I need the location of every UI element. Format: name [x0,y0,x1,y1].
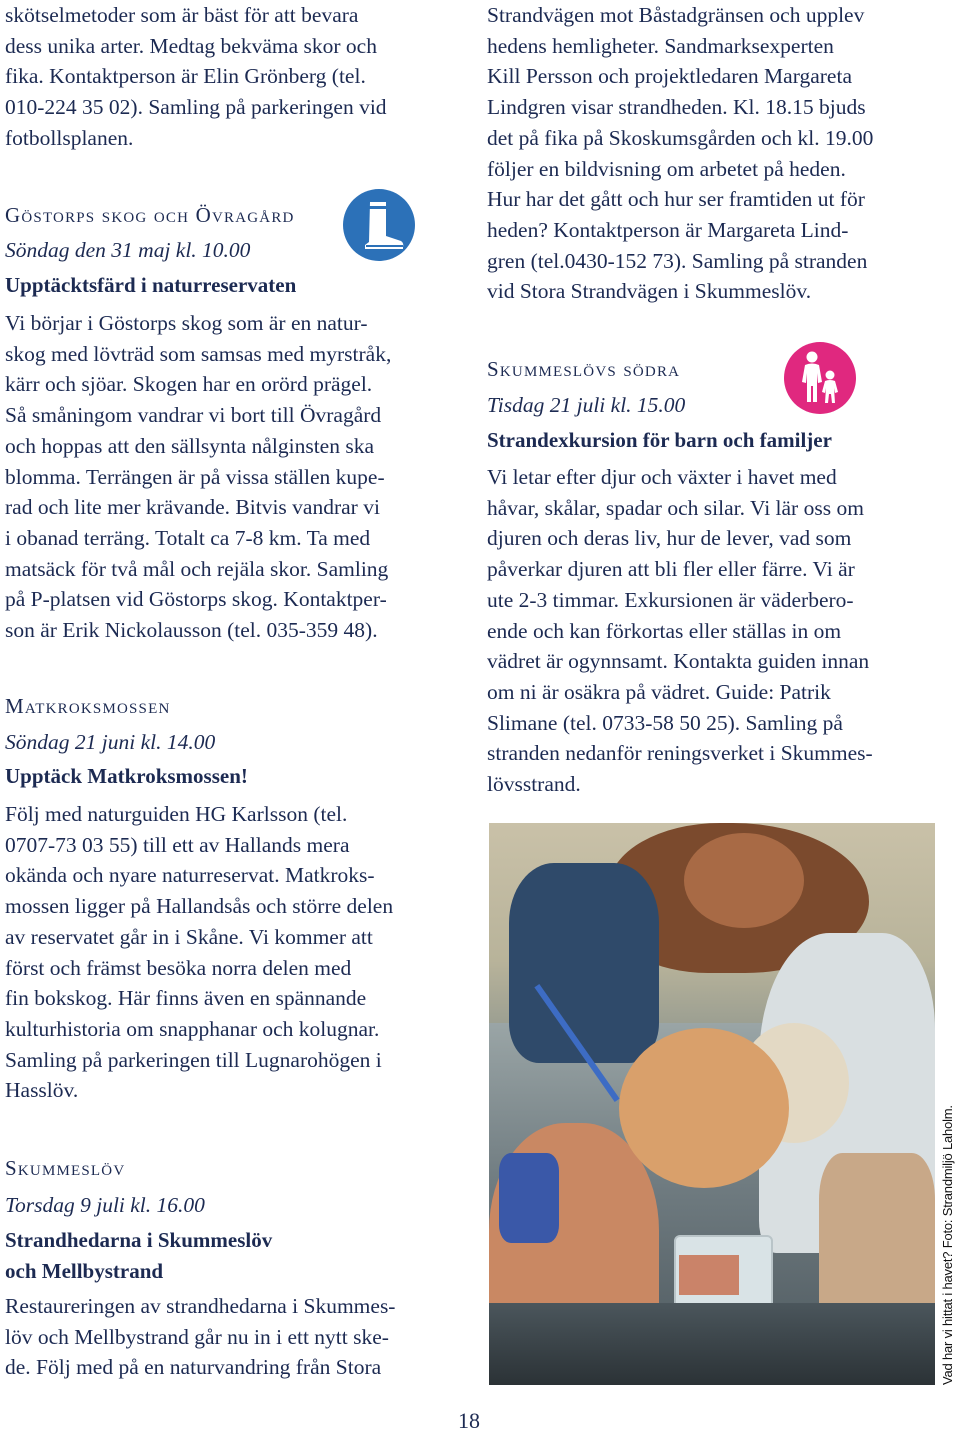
beach-photo [489,823,935,1385]
text-line: Slimane (tel. 0733-58 50 25). Samling på [487,710,843,735]
text-line: hedens hemligheter. Sandmarksexperten [487,33,834,58]
text-line: matsäck för två mål och rejäla skor. Samling [5,556,389,581]
text-line: Vi börjar i Göstorps skog som är en natur- [5,311,368,335]
text-line: på P-platsen vid Göstorps skog. Kontaktper- [5,587,387,612]
text-line: vädret är ogynnsamt. Kontakta guiden innan [487,649,870,674]
text-line: vid Stora Strandvägen i Skummeslöv. [487,279,812,304]
event-date: Söndag den 31 maj kl. 10.00 [5,238,251,262]
text-line: och hoppas att den sällsynta nålginsten ska [5,433,375,458]
event-description [5,799,393,1106]
text-line: Lindgren visar strandheden. Kl. 18.15 bjuds [487,95,866,120]
event-title: Upptäck Matkroksmossen! [5,764,248,788]
text-line: Strandvägen mot Båstadgränsen och upplev [487,3,865,27]
text-line: fotbollsplanen. [5,125,134,150]
text-line: Restaureringen av strandhedarna i Skummes- [5,1294,396,1318]
text-line: Vi letar efter djur och växter i havet med [487,465,837,489]
rubber-boot-icon [343,189,415,261]
text-line: gren (tel.0430-152 73). Samling på stranden [487,248,868,273]
section-heading-matkroksmossen: Matkroksmossen [5,694,171,718]
event-title [5,1225,272,1286]
text-line: Kill Persson och projektledaren Margareta [487,64,852,89]
text-line: ende och kan förkortas eller ställas in om [487,618,842,643]
text-line: kärr och sjöar. Skogen har en orörd prägel. [5,372,373,397]
text-line: fin bokskog. Här finns även en spännande [5,986,367,1011]
text-line: kulturhistoria om snapphanar och kolugnar. [5,1016,380,1041]
text-line: håvar, skålar, spadar och silar. Vi lär oss om [487,495,864,520]
text-line: löv och Mellbystrand går nu in i ett nytt ske- [5,1324,389,1349]
intro-paragraph [5,0,387,154]
text-line: djuren och deras liv, hur de lever, vad som [487,526,852,551]
text-line: son är Erik Nickolausson (tel. 035-359 48). [5,618,378,643]
text-line: Hasslöv. [5,1078,79,1103]
text-line: rad och lite mer krävande. Bitvis vandrar vi [5,495,380,520]
text-line: blomma. Terrängen är på vissa ställen kupe- [5,464,385,489]
text-line: Hur har det gått och hur ser framtiden ut för [487,187,865,212]
text-line: dess unika arter. Medtag bekväma skor och [5,33,377,58]
event-title-line: Strandhedarna i Skummeslöv [5,1228,273,1252]
text-line: följer en bildvisning om arbetet på heden. [487,156,846,181]
text-line: om ni är osäkra på vädret. Guide: Patrik [487,679,831,704]
text-line: ute 2-3 timmar. Exkursionen är väderbero- [487,587,854,612]
event-description [5,308,391,646]
text-line: lövsstrand. [487,772,581,797]
photo-caption: Vad har vi hittat i havet? Foto: Strandmiljö Laholm. [940,1105,955,1385]
text-line: stranden nedanför reningsverket i Skummes- [487,741,873,766]
text-line: de. Följ med på en naturvandring från Stora [5,1355,382,1380]
text-line: Följ med naturguiden HG Karlsson (tel. [5,802,348,826]
text-line: okända och nyare naturreservat. Matkroks- [5,863,375,888]
event-description [5,1291,395,1383]
text-line: heden? Kontaktperson är Margareta Lind- [487,217,849,242]
text-line: 0707-73 03 55) till ett av Hallands mera [5,832,350,857]
continued-paragraph [487,0,873,307]
page-number: 18 [458,1408,480,1433]
text-line: Samling på parkeringen till Lugnarohögen i [5,1047,382,1072]
event-date: Tisdag 21 juli kl. 15.00 [487,393,686,417]
event-date: Söndag 21 juni kl. 14.00 [5,730,216,754]
event-description [487,462,873,800]
event-title: Strandexkursion för barn och familjer [487,428,832,452]
text-line: påverkar djuren att bli fler eller färre. Vi är [487,557,855,582]
event-title-line: och Mellbystrand [5,1258,164,1283]
text-line: skog med lövträd som samsas med myrstråk, [5,341,392,366]
text-line: fika. Kontaktperson är Elin Grönberg (tel. [5,64,366,89]
text-line: Så småningom vandrar vi bort till Övragård [5,403,382,428]
section-heading-gostorps: Göstorps skog och Övragård [5,203,295,227]
section-heading-skummeslov: Skummeslöv [5,1156,126,1180]
text-line: först och främst besöka norra delen med [5,955,352,980]
text-line: mossen ligger på Hallandsås och större delen [5,894,394,919]
section-heading-skummeslovs-sodra: Skummeslövs södra [487,357,681,381]
text-line: 010-224 35 02). Samling på parkeringen vid [5,95,387,120]
text-line: av reservatet går in i Skåne. Vi kommer att [5,924,373,949]
text-line: skötselmetoder som är bäst för att bevara [5,3,359,27]
event-title: Upptäcktsfärd i naturreservaten [5,273,297,297]
event-date: Torsdag 9 juli kl. 16.00 [5,1193,205,1217]
text-line: det på fika på Skoskumsgården och kl. 19.00 [487,125,874,150]
text-line: i obanad terräng. Totalt ca 7-8 km. Ta med [5,525,371,550]
adult-child-icon [784,342,856,414]
